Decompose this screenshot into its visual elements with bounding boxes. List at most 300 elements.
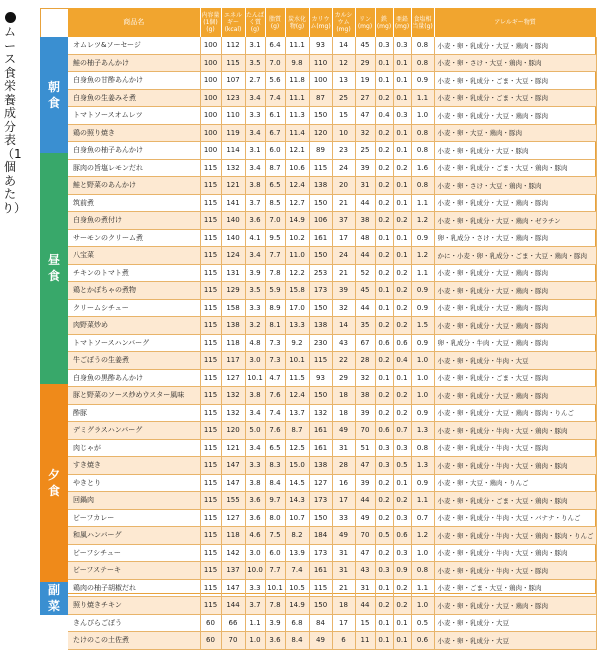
value-cell: 1.2 <box>411 527 434 545</box>
value-cell: 17 <box>332 492 355 510</box>
value-cell: 32 <box>355 369 375 387</box>
value-cell: 87 <box>309 89 332 107</box>
value-cell: 132 <box>309 404 332 422</box>
product-name-cell: トマトソースハンバーグ <box>68 334 200 352</box>
value-cell: 7.7 <box>265 562 285 580</box>
value-cell: 0.9 <box>411 72 434 90</box>
value-cell: 1.0 <box>411 107 434 125</box>
value-cell: 70 <box>355 527 375 545</box>
value-cell: 6.4 <box>265 37 285 54</box>
value-cell: 140 <box>221 212 245 230</box>
value-cell: 45 <box>355 282 375 300</box>
value-cell: 0.2 <box>375 317 393 335</box>
value-cell: 3.4 <box>245 89 265 107</box>
value-cell: 0.8 <box>411 37 434 54</box>
value-cell: 9.2 <box>285 334 309 352</box>
value-cell: 10.1 <box>285 352 309 370</box>
value-cell: 115 <box>200 282 221 300</box>
allergy-cell: 小麦・卵・乳成分・牛肉・大豆・鶏肉・豚肉 <box>434 544 596 562</box>
allergy-cell: 小麦・卵・乳成分・大豆・鶏肉・ゼラチン <box>434 212 596 230</box>
allergy-cell: 小麦・卵・乳成分・大豆・豚肉 <box>434 142 596 160</box>
value-cell: 0.1 <box>393 369 411 387</box>
value-cell: 3.0 <box>245 544 265 562</box>
value-cell: 1.3 <box>411 422 434 440</box>
value-cell: 8.7 <box>265 159 285 177</box>
table-row <box>68 229 596 247</box>
value-cell: 3.3 <box>245 107 265 125</box>
value-cell: 3.6 <box>245 212 265 230</box>
value-cell: 115 <box>200 544 221 562</box>
value-cell: 7.7 <box>265 247 285 265</box>
value-cell: 0.2 <box>375 124 393 142</box>
table-row <box>68 614 596 632</box>
value-cell: 14 <box>332 317 355 335</box>
column-header: 脂質(g) <box>265 8 285 37</box>
allergy-cell: 小麦・卵・乳成分・大豆・鶏肉・豚肉 <box>434 317 596 335</box>
value-cell: 1.5 <box>411 317 434 335</box>
value-cell: 6.0 <box>265 544 285 562</box>
value-cell: 0.2 <box>375 387 393 405</box>
value-cell: 25 <box>355 142 375 160</box>
allergy-cell: 小麦・卵・乳成分・ごま・大豆・鶏肉・豚肉 <box>434 159 596 177</box>
value-cell: 0.3 <box>393 439 411 457</box>
value-cell: 115 <box>200 229 221 247</box>
column-header: 商品名 <box>68 8 200 37</box>
value-cell: 9.5 <box>265 229 285 247</box>
value-cell: 115 <box>200 247 221 265</box>
value-cell: 0.2 <box>375 142 393 160</box>
value-cell: 9.7 <box>265 492 285 510</box>
table-body <box>68 37 596 649</box>
table-row <box>68 404 596 422</box>
column-header: 鉄(mg) <box>375 8 393 37</box>
column-header: カリウム(mg) <box>309 8 332 37</box>
value-cell: 3.4 <box>245 247 265 265</box>
value-cell: 7.0 <box>265 54 285 72</box>
value-cell: 6.5 <box>265 439 285 457</box>
value-cell: 150 <box>309 299 332 317</box>
value-cell: 3.9 <box>245 264 265 282</box>
value-cell: 1.1 <box>411 264 434 282</box>
value-cell: 0.1 <box>375 72 393 90</box>
value-cell: 115 <box>200 212 221 230</box>
value-cell: 2.7 <box>245 72 265 90</box>
value-cell: 230 <box>309 334 332 352</box>
value-cell: 117 <box>221 352 245 370</box>
value-cell: 14.3 <box>285 492 309 510</box>
value-cell: 115 <box>200 422 221 440</box>
value-cell: 39 <box>332 282 355 300</box>
value-cell: 0.1 <box>393 614 411 632</box>
value-cell: 31 <box>355 579 375 597</box>
value-cell: 114 <box>221 142 245 160</box>
value-cell: 12.2 <box>285 264 309 282</box>
allergy-cell: 卵・乳成分・さけ・大豆・鶏肉・豚肉 <box>434 229 596 247</box>
value-cell: 0.5 <box>375 527 393 545</box>
value-cell: 0.8 <box>411 124 434 142</box>
value-cell: 11.0 <box>285 247 309 265</box>
value-cell: 7.4 <box>285 562 309 580</box>
value-cell: 6.0 <box>265 142 285 160</box>
value-cell: 0.2 <box>375 159 393 177</box>
value-cell: 31 <box>332 562 355 580</box>
value-cell: 13.7 <box>285 404 309 422</box>
value-cell: 3.1 <box>245 142 265 160</box>
page-title <box>2 12 27 215</box>
value-cell: 0.6 <box>393 334 411 352</box>
value-cell: 127 <box>221 509 245 527</box>
value-cell: 0.2 <box>375 509 393 527</box>
value-cell: 18 <box>332 387 355 405</box>
value-cell: 112 <box>221 37 245 54</box>
group-label-text: 昼食 <box>48 253 61 283</box>
value-cell: 15.8 <box>285 282 309 300</box>
value-cell: 0.1 <box>393 474 411 492</box>
value-cell: 4.8 <box>245 334 265 352</box>
value-cell: 121 <box>221 177 245 195</box>
allergy-cell: 小麦・卵・乳成分・牛肉・大豆・鶏肉・豚肉 <box>434 422 596 440</box>
value-cell: 12.4 <box>285 387 309 405</box>
value-cell: 127 <box>221 369 245 387</box>
value-cell: 118 <box>221 334 245 352</box>
value-cell: 7.8 <box>265 597 285 615</box>
value-cell: 3.0 <box>245 352 265 370</box>
value-cell: 0.1 <box>375 369 393 387</box>
allergy-cell: 小麦・卵・乳成分・ごま・大豆・豚肉 <box>434 72 596 90</box>
value-cell: 115 <box>200 404 221 422</box>
value-cell: 0.8 <box>411 177 434 195</box>
value-cell: 10.6 <box>285 159 309 177</box>
table-row <box>68 264 596 282</box>
value-cell: 14.5 <box>285 474 309 492</box>
value-cell: 21 <box>332 194 355 212</box>
value-cell: 0.9 <box>411 474 434 492</box>
value-cell: 115 <box>200 177 221 195</box>
table-row <box>68 439 596 457</box>
value-cell: 1.0 <box>411 597 434 615</box>
group-label-text: 朝食 <box>48 79 61 110</box>
value-cell: 115 <box>309 352 332 370</box>
product-name-cell: ビーフステーキ <box>68 562 200 580</box>
value-cell: 100 <box>200 142 221 160</box>
value-cell: 8.2 <box>285 527 309 545</box>
value-cell: 17 <box>332 229 355 247</box>
product-name-cell: ビーフカレー <box>68 509 200 527</box>
table-row <box>68 194 596 212</box>
table-row <box>68 509 596 527</box>
value-cell: 0.1 <box>375 229 393 247</box>
value-cell: 147 <box>221 457 245 475</box>
value-cell: 0.3 <box>375 37 393 54</box>
allergy-cell: 小麦・卵・乳成分・大豆・鶏肉・豚肉 <box>434 299 596 317</box>
column-header: たんぱく質(g) <box>245 8 265 37</box>
value-cell: 0.3 <box>393 509 411 527</box>
value-cell: 138 <box>309 177 332 195</box>
allergy-cell: 小麦・卵・乳成分・大豆・鶏肉・豚肉 <box>434 194 596 212</box>
value-cell: 19 <box>355 72 375 90</box>
value-cell: 16 <box>332 474 355 492</box>
value-cell: 0.1 <box>375 614 393 632</box>
value-cell: 3.8 <box>245 387 265 405</box>
value-cell: 6.8 <box>285 614 309 632</box>
value-cell: 4.7 <box>265 369 285 387</box>
value-cell: 25 <box>332 89 355 107</box>
value-cell: 13.9 <box>285 544 309 562</box>
value-cell: 8.9 <box>265 299 285 317</box>
value-cell: 1.0 <box>245 632 265 650</box>
value-cell: 39 <box>355 159 375 177</box>
value-cell: 39 <box>355 474 375 492</box>
value-cell: 3.5 <box>245 282 265 300</box>
value-cell: 0.1 <box>393 247 411 265</box>
product-name-cell: 肉野菜炒め <box>68 317 200 335</box>
table-row <box>68 369 596 387</box>
value-cell: 1.0 <box>411 544 434 562</box>
value-cell: 44 <box>355 492 375 510</box>
value-cell: 115 <box>200 194 221 212</box>
product-name-cell: オムレツ&ソーセージ <box>68 37 200 54</box>
value-cell: 0.2 <box>393 579 411 597</box>
value-cell: 32 <box>355 124 375 142</box>
value-cell: 100 <box>309 72 332 90</box>
value-cell: 28 <box>332 457 355 475</box>
table-row <box>68 72 596 90</box>
value-cell: 7.6 <box>265 387 285 405</box>
value-cell: 119 <box>221 124 245 142</box>
value-cell: 0.6 <box>375 334 393 352</box>
value-cell: 0.2 <box>393 159 411 177</box>
value-cell: 0.5 <box>411 614 434 632</box>
allergy-cell: 小麦・卵・乳成分・牛肉・大豆・バナナ・りんご <box>434 509 596 527</box>
value-cell: 70 <box>355 422 375 440</box>
value-cell: 31 <box>332 544 355 562</box>
product-name-cell: 白身魚の甘酢あんかけ <box>68 72 200 90</box>
value-cell: 49 <box>332 527 355 545</box>
value-cell: 0.9 <box>411 299 434 317</box>
value-cell: 35 <box>355 317 375 335</box>
column-header: カルシウム(mg) <box>332 8 355 37</box>
page-title-text: ムース食栄養成分表（1個あたり） <box>2 25 27 215</box>
value-cell: 60 <box>200 632 221 650</box>
allergy-cell: 小麦・卵・乳成分・牛肉・大豆・豚肉 <box>434 562 596 580</box>
allergy-cell: かに・小麦・卵・乳成分・ごま・大豆・鶏肉・豚肉 <box>434 247 596 265</box>
value-cell: 150 <box>309 107 332 125</box>
value-cell: 4.1 <box>245 229 265 247</box>
value-cell: 1.1 <box>245 614 265 632</box>
value-cell: 93 <box>309 369 332 387</box>
product-name-cell: 回鍋肉 <box>68 492 200 510</box>
table-row <box>68 142 596 160</box>
value-cell: 115 <box>200 159 221 177</box>
value-cell: 150 <box>309 387 332 405</box>
value-cell: 48 <box>355 229 375 247</box>
value-cell: 3.1 <box>245 37 265 54</box>
value-cell: 138 <box>221 317 245 335</box>
value-cell: 7.3 <box>265 352 285 370</box>
value-cell: 12.7 <box>285 194 309 212</box>
value-cell: 1.1 <box>411 579 434 597</box>
value-cell: 0.2 <box>393 387 411 405</box>
allergy-cell: 小麦・卵・乳成分・大豆・鶏肉・豚肉 <box>434 282 596 300</box>
value-cell: 22 <box>332 352 355 370</box>
value-cell: 0.1 <box>393 229 411 247</box>
value-cell: 161 <box>309 422 332 440</box>
value-cell: 0.3 <box>393 37 411 54</box>
value-cell: 44 <box>355 247 375 265</box>
group-label <box>40 153 68 384</box>
value-cell: 0.2 <box>375 212 393 230</box>
table-row <box>68 54 596 72</box>
table-row <box>68 352 596 370</box>
value-cell: 132 <box>221 404 245 422</box>
value-cell: 47 <box>355 107 375 125</box>
column-header: エネルギー(kcal) <box>221 8 245 37</box>
value-cell: 0.2 <box>375 597 393 615</box>
table-row <box>68 387 596 405</box>
group-label <box>40 582 68 615</box>
value-cell: 49 <box>355 509 375 527</box>
value-cell: 12.4 <box>285 177 309 195</box>
value-cell: 43 <box>332 334 355 352</box>
value-cell: 144 <box>221 597 245 615</box>
value-cell: 39 <box>355 404 375 422</box>
value-cell: 0.9 <box>411 229 434 247</box>
value-cell: 11.1 <box>285 89 309 107</box>
value-cell: 115 <box>200 299 221 317</box>
value-cell: 0.1 <box>375 632 393 650</box>
value-cell: 3.4 <box>245 159 265 177</box>
value-cell: 7.8 <box>265 264 285 282</box>
value-cell: 3.9 <box>265 614 285 632</box>
allergy-cell: 小麦・卵・乳成分・ごま・大豆・豚肉 <box>434 89 596 107</box>
value-cell: 0.1 <box>393 142 411 160</box>
value-cell: 0.2 <box>375 177 393 195</box>
value-cell: 115 <box>221 54 245 72</box>
value-cell: 115 <box>200 264 221 282</box>
value-cell: 132 <box>221 387 245 405</box>
product-name-cell: 照り焼きチキン <box>68 597 200 615</box>
product-name-cell: 豚と野菜のソース炒めウスター風味 <box>68 387 200 405</box>
header-row <box>68 8 596 37</box>
value-cell: 3.3 <box>245 457 265 475</box>
value-cell: 11.1 <box>285 37 309 54</box>
value-cell: 31 <box>355 177 375 195</box>
value-cell: 100 <box>200 107 221 125</box>
value-cell: 0.3 <box>375 562 393 580</box>
value-cell: 29 <box>355 54 375 72</box>
value-cell: 0.8 <box>411 439 434 457</box>
value-cell: 10.7 <box>285 509 309 527</box>
value-cell: 0.8 <box>411 562 434 580</box>
allergy-cell: 小麦・卵・乳成分・大豆・鶏肉・豚肉 <box>434 37 596 54</box>
table-row <box>68 632 596 650</box>
value-cell: 161 <box>309 229 332 247</box>
value-cell: 0.2 <box>393 282 411 300</box>
product-name-cell: 肉じゃが <box>68 439 200 457</box>
allergy-cell: 小麦・卵・乳成分・ごま・大豆・鶏肉・豚肉 <box>434 492 596 510</box>
value-cell: 138 <box>309 457 332 475</box>
product-name-cell: 酢豚 <box>68 404 200 422</box>
value-cell: 8.5 <box>265 194 285 212</box>
table-row <box>68 89 596 107</box>
allergy-cell: 小麦・卵・ごま・大豆・鶏肉・豚肉 <box>434 579 596 597</box>
value-cell: 147 <box>221 474 245 492</box>
value-cell: 100 <box>200 72 221 90</box>
allergy-cell: 小麦・卵・乳成分・大豆・鶏肉・豚肉・りんご <box>434 404 596 422</box>
value-cell: 3.8 <box>245 177 265 195</box>
value-cell: 27 <box>355 89 375 107</box>
value-cell: 115 <box>200 474 221 492</box>
value-cell: 44 <box>355 194 375 212</box>
value-cell: 0.6 <box>375 422 393 440</box>
value-cell: 37 <box>332 212 355 230</box>
value-cell: 8.4 <box>285 632 309 650</box>
value-cell: 115 <box>200 597 221 615</box>
value-cell: 31 <box>332 439 355 457</box>
value-cell: 173 <box>309 544 332 562</box>
value-cell: 21 <box>332 579 355 597</box>
value-cell: 150 <box>309 247 332 265</box>
group-label-text: 副菜 <box>48 583 61 613</box>
value-cell: 1.0 <box>411 387 434 405</box>
value-cell: 7.6 <box>265 422 285 440</box>
value-cell: 110 <box>221 107 245 125</box>
product-name-cell: やきとり <box>68 474 200 492</box>
value-cell: 15 <box>355 614 375 632</box>
value-cell: 0.2 <box>393 492 411 510</box>
value-cell: 0.2 <box>375 544 393 562</box>
value-cell: 0.1 <box>393 632 411 650</box>
value-cell: 0.2 <box>393 404 411 422</box>
value-cell: 142 <box>221 544 245 562</box>
value-cell: 115 <box>200 492 221 510</box>
value-cell: 3.7 <box>245 194 265 212</box>
value-cell: 155 <box>221 492 245 510</box>
value-cell: 3.4 <box>245 439 265 457</box>
value-cell: 7.4 <box>265 89 285 107</box>
value-cell: 150 <box>309 597 332 615</box>
allergy-cell: 小麦・卵・乳成分・ごま・大豆・豚肉 <box>434 369 596 387</box>
product-name-cell: チキンのトマト煮 <box>68 264 200 282</box>
value-cell: 6.1 <box>265 107 285 125</box>
value-cell: 7.3 <box>265 334 285 352</box>
table-row <box>68 317 596 335</box>
value-cell: 8.7 <box>285 422 309 440</box>
value-cell: 12.5 <box>285 439 309 457</box>
product-name-cell: トマトソースオムレツ <box>68 107 200 125</box>
value-cell: 15.0 <box>285 457 309 475</box>
value-cell: 147 <box>221 579 245 597</box>
value-cell: 115 <box>200 457 221 475</box>
value-cell: 29 <box>332 369 355 387</box>
value-cell: 0.9 <box>411 404 434 422</box>
value-cell: 0.2 <box>393 212 411 230</box>
value-cell: 0.1 <box>375 579 393 597</box>
value-cell: 84 <box>309 614 332 632</box>
value-cell: 28 <box>355 352 375 370</box>
value-cell: 70 <box>221 632 245 650</box>
table-row <box>68 474 596 492</box>
value-cell: 33 <box>332 509 355 527</box>
product-name-cell: 鶏肉の柚子胡椒だれ <box>68 579 200 597</box>
product-name-cell: 鶏とかぼちゃの煮物 <box>68 282 200 300</box>
value-cell: 123 <box>221 89 245 107</box>
group-label-text: 夕食 <box>48 467 61 498</box>
value-cell: 0.9 <box>393 562 411 580</box>
value-cell: 0.2 <box>375 89 393 107</box>
value-cell: 3.4 <box>245 124 265 142</box>
table-row <box>68 107 596 125</box>
